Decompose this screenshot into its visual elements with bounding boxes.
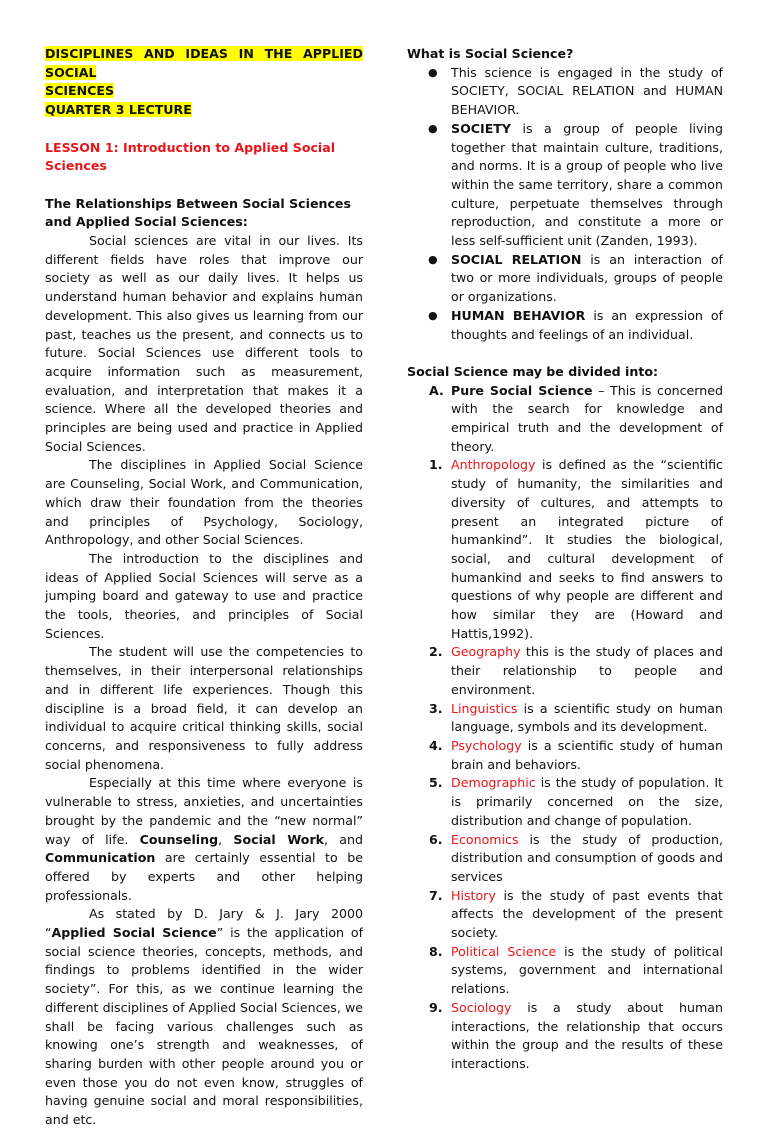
paragraph-1: Social sciences are vital in our lives. Its different fields have roles that improve our society as well as our daily lives. It helps us understand human behavior and explains human development. This also gives us learning from our past, teaches us the present, and connects us to future. Social Sciences use different tools to acquire information such as measurement, evaluation, and interpretation that makes it a science. Where all the developed theories and principles are being used and practice in Applied Social Sciences. xyxy=(45,233,363,454)
list-number: 9. xyxy=(429,999,443,1015)
discipline-item-political-science xyxy=(407,943,723,999)
bullet-item xyxy=(407,120,723,251)
relationships-heading: The Relationships Between Social Sciences and Applied Social Sciences: xyxy=(45,195,351,230)
list-number: 7. xyxy=(429,887,443,903)
bullet-item xyxy=(407,64,723,120)
title-line-1: DISCIPLINES AND IDEAS IN THE APPLIED SOCIAL xyxy=(45,46,363,80)
discipline-item-history xyxy=(407,887,723,943)
definition-bullet-list xyxy=(407,64,723,345)
quarter-label-row xyxy=(45,101,363,120)
list-number: 8. xyxy=(429,943,443,959)
pure-text: – This is concerned with the search for knowledge and empirical truth and the development of theory. xyxy=(451,382,723,454)
discipline-name: Psychology xyxy=(451,738,522,753)
discipline-text: is the study of political systems, government and international relations. xyxy=(451,943,724,997)
p5-sep-1: , xyxy=(218,831,234,847)
list-number: 6. xyxy=(429,831,443,847)
quarter-label: QUARTER 3 LECTURE xyxy=(45,102,192,118)
document-title xyxy=(45,45,363,82)
document-title-cont xyxy=(45,82,363,101)
bullet-icon: ● xyxy=(428,65,438,79)
paragraph-5 xyxy=(45,774,363,905)
pure-term: Pure Social Science xyxy=(451,382,593,398)
right-column xyxy=(407,45,723,1074)
discipline-name: Linguistics xyxy=(451,700,518,716)
list-number: 3. xyxy=(429,700,443,716)
divided-heading: Social Science may be divided into: xyxy=(407,363,659,379)
discipline-name: Anthropology xyxy=(451,457,536,473)
discipline-text: is the study of production, distribution and consumption of goods and services xyxy=(451,831,723,884)
bullet-text: is an expression of thoughts and feelings of an individual. xyxy=(451,307,723,342)
term-counseling: Counseling xyxy=(139,831,219,847)
list-number: 4. xyxy=(429,738,443,753)
bullet-text: is a group of people living together that maintain culture, traditions, and norms. It is a group of people who live within the same territory, share a common culture, perpetuate themselves through reproduction, and constitute a more or less self-sufficient unit (Zanden, 1993). xyxy=(451,120,723,249)
discipline-text: is the study of past events that affects the development of the present society. xyxy=(451,887,723,941)
discipline-text: is defined as the “scientific study of humanity, the similarities and diversity of cultures, and attempts to present an integrated picture of humankind”. It studies the biological, social, and cultural development of humankind and seeks to find answers to questions of why people are different and how similar they are (Howard and Hattis,1992). xyxy=(451,457,723,641)
discipline-item-linguistics xyxy=(407,700,723,737)
discipline-list xyxy=(407,382,723,1074)
bullet-text: This science is engaged in the study of SOCIETY, SOCIAL RELATION and HUMAN BEHAVIOR. xyxy=(451,64,723,118)
bullet-icon: ● xyxy=(428,308,438,322)
discipline-text: is a study about human interactions, the relationship that occurs within the group and the results of these interactions. xyxy=(451,999,723,1071)
discipline-name: Sociology xyxy=(451,999,512,1015)
term-communication: Communication xyxy=(45,850,156,866)
discipline-text: is a scientific study of human brain and behaviors. xyxy=(451,738,723,772)
paragraph-4: The student will use the competencies to themselves, in their interpersonal relationships and in different life experiences. Though this discipline is a broad field, it can develop an individual to acquire critical thinking skills, social concerns, and responsiveness to fully address social phenomena. xyxy=(45,644,363,772)
term-social-work: Social Work xyxy=(233,831,325,847)
bullet-icon: ● xyxy=(428,121,438,135)
discipline-text: is a scientific study on human language, symbols and its development. xyxy=(451,700,723,735)
list-number: 5. xyxy=(429,775,443,791)
paragraph-2: The disciplines in Applied Social Science are Counseling, Social Work, and Communication, which draw their foundation from the theories and principles of Psychology, Sociology, Anthropology, and other Social Sciences. xyxy=(45,457,363,548)
bullet-icon: ● xyxy=(428,252,438,266)
bullet-term: SOCIAL RELATION xyxy=(451,251,582,267)
left-column xyxy=(45,45,363,1130)
discipline-name: Demographic xyxy=(451,775,536,791)
bullet-term: SOCIETY xyxy=(451,120,512,136)
discipline-item-sociology xyxy=(407,999,723,1074)
discipline-item-demographic xyxy=(407,774,723,830)
paragraph-3: The introduction to the disciplines and ideas of Applied Social Sciences will serve as a jumping board and gateway to use and practice the tools, theories, and principles of Social Sciences. xyxy=(45,550,363,641)
discipline-name: Political Science xyxy=(451,943,557,959)
p5-sep-2: , and xyxy=(324,831,363,847)
discipline-item-geography xyxy=(407,643,723,699)
list-number: 1. xyxy=(429,457,443,473)
p5-text-a: Especially at this time where everyone is vulnerable to stress, anxieties, and uncertainties brought by the pandemic and the “new normal” way of life. xyxy=(45,775,363,847)
discipline-item-anthropology xyxy=(407,456,723,643)
discipline-text: this is the study of places and their relationship to people and environment. xyxy=(451,644,723,697)
bullet-text: is an interaction of two or more individuals, groups of people or organizations. xyxy=(451,251,723,305)
discipline-text: is the study of population. It is primarily concerned on the size, distribution and change of population. xyxy=(451,775,723,828)
discipline-item-psychology xyxy=(407,737,723,774)
p6-text-b: ” is the application of social science theories, concepts, methods, and findings to problems identified in the wider society”. For this, as we continue learning the different disciplines of Applied Social Sciences, we shall be facing various challenges such as knowing one’s strength and weaknesses, of sharing burden with other people around you or even those you do not even know, struggles of having genuine social and moral responsibilities, and etc. xyxy=(45,925,364,1128)
lesson-title: LESSON 1: Introduction to Applied Social Sciences xyxy=(45,139,336,174)
discipline-name: Geography xyxy=(451,644,521,660)
bullet-term: HUMAN BEHAVIOR xyxy=(451,307,586,323)
term-applied-social-science: Applied Social Science xyxy=(51,925,217,941)
pure-social-science-item xyxy=(407,382,723,457)
paragraph-6 xyxy=(45,905,363,1129)
p6-text-a: As stated by D. Jary & J. Jary 2000 “ xyxy=(45,906,363,941)
title-line-2: SCIENCES xyxy=(45,83,115,99)
list-number: 2. xyxy=(429,644,443,660)
list-letter: A. xyxy=(429,382,444,398)
what-is-heading: What is Social Science? xyxy=(407,46,574,61)
discipline-name: History xyxy=(451,887,496,903)
bullet-item xyxy=(407,307,723,344)
bullet-item xyxy=(407,251,723,307)
discipline-name: Economics xyxy=(451,831,519,847)
p5-text-b: are certainly essential to be offered by experts and other helping professionals. xyxy=(45,850,363,903)
discipline-item-economics xyxy=(407,831,723,887)
